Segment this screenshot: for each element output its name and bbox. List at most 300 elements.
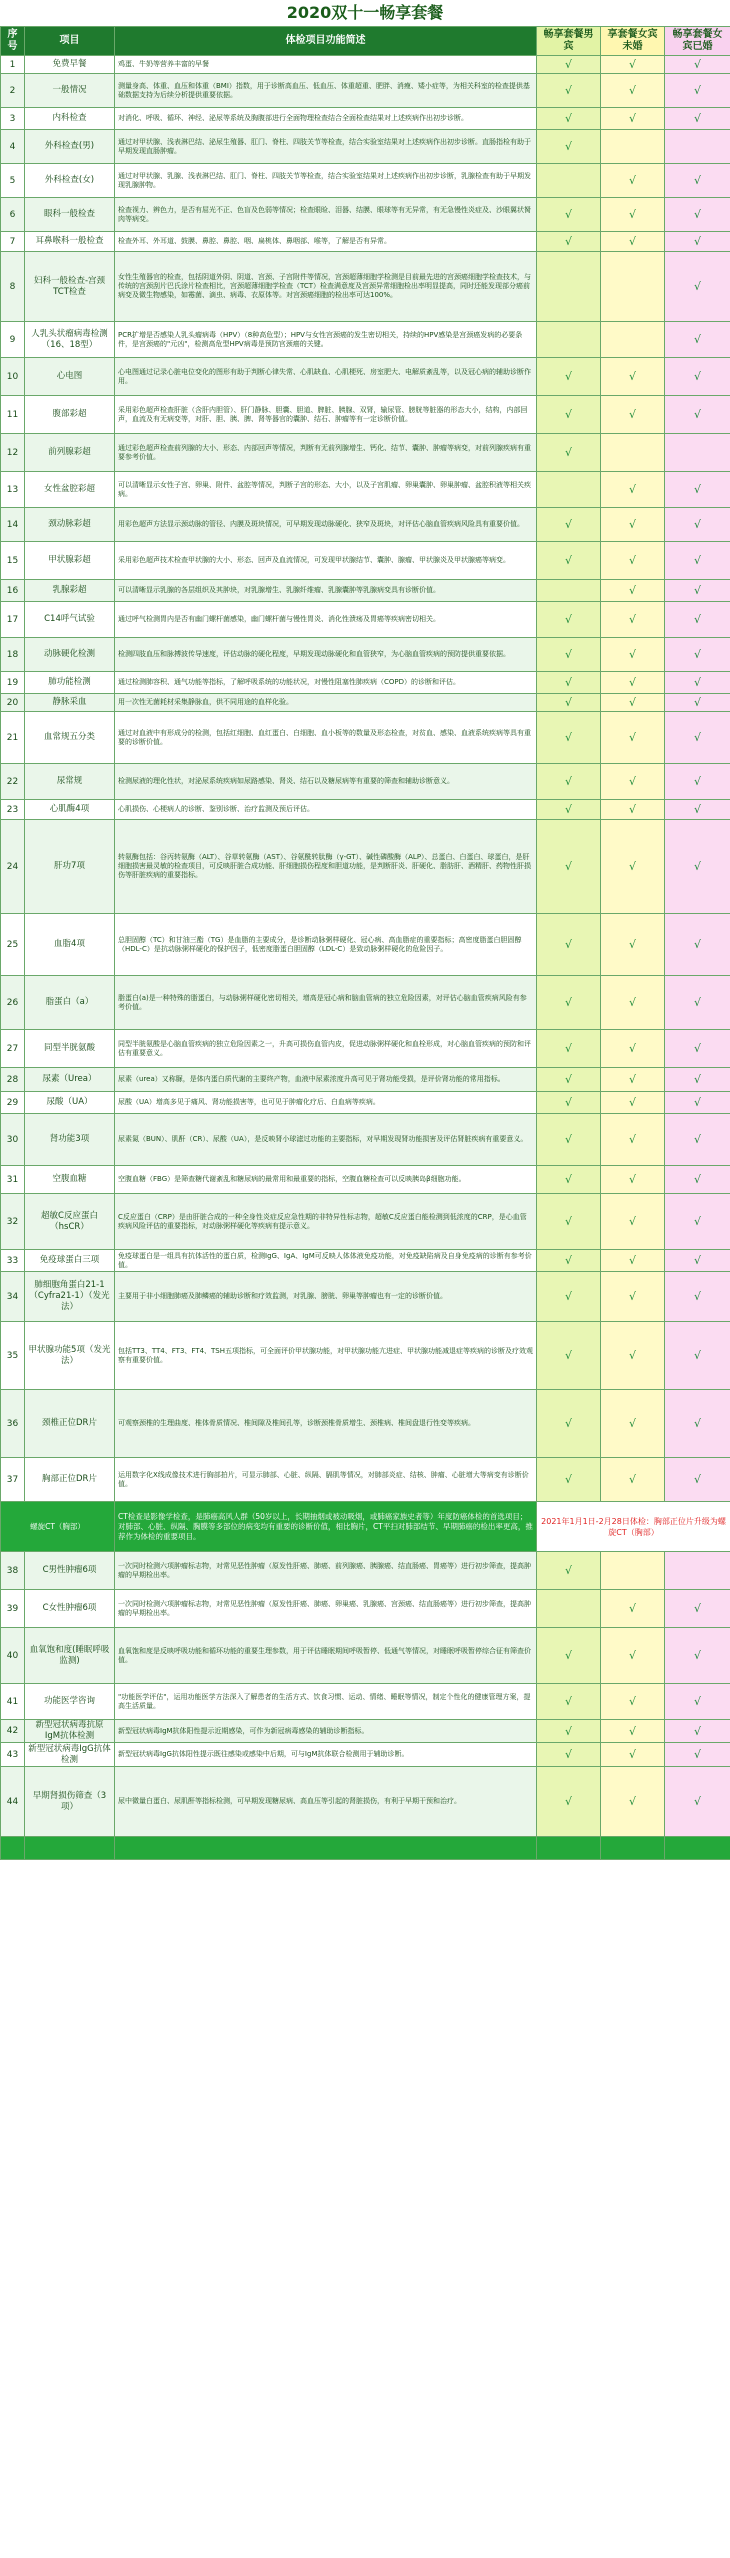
- row-description: C反应蛋白（CRP）是由肝脏合成的一种全身性炎症反应急性期的非特异性标志物，超敏C反应蛋白能检测到低浓度的CRP，是心血管疾病风险评估的重要指标，对动脉粥样硬化等疾病有提示意义。: [115, 1194, 537, 1250]
- row-female-unmarried-mark: √: [601, 1684, 665, 1720]
- header-index: 序号: [1, 27, 25, 56]
- row-male-mark: √: [537, 1272, 601, 1322]
- row-male-mark: √: [537, 1743, 601, 1767]
- row-item: C14呼气试验: [25, 602, 115, 638]
- row-female-married-mark: √: [665, 198, 730, 232]
- row-male-mark: √: [537, 1322, 601, 1390]
- header-item: 项目: [25, 27, 115, 56]
- row-item: 空腹血糖: [25, 1166, 115, 1194]
- row-female-unmarried-mark: √: [601, 542, 665, 580]
- row-description: 新型冠状病毒IgG抗体阳性提示既往感染或感染中后期，可与IgM抗体联合检测用于辅助诊断。: [115, 1743, 537, 1767]
- page-title: 2020双十一畅享套餐: [0, 0, 730, 26]
- row-description: 通过对血液中有形成分的检测，包括红细胞、血红蛋白、白细胞、血小板等的数量及形态检查，对贫血、感染、血液系统疾病等具有重要的诊断价值。: [115, 712, 537, 764]
- row-description: 用一次性无菌耗材采集静脉血，供不同用途的血样化验。: [115, 694, 537, 712]
- row-male-mark: [537, 580, 601, 602]
- row-female-married-mark: √: [665, 1684, 730, 1720]
- row-description: 女性生殖器官的检查，包括阴道外阴、阴道、宫颈、子宫附件等情况，宫颈超薄细胞学检测是目前最先进的宫颈癌细胞学检查技术，与传统的宫颈刮片巴氏涂片检查相比，宫颈超薄细胞学检查（TCT）检查满意度及宫颈异常细胞检出率明显提高，同时还能发现部分癌前病变及微生物感染，如霉菌、滴虫、病毒、衣原体等。对宫颈癌细胞的检出率可达100%。: [115, 252, 537, 322]
- row-item: 心电图: [25, 358, 115, 396]
- row-description: 测量身高、体重、血压和体重（BMI）指数，用于诊断高血压、低血压、体重超重、肥胖、消瘦、矮小症等，为相关科室的检查提供基础数据支持为后续分析提供重要依据。: [115, 74, 537, 108]
- row-female-married-mark: [665, 130, 730, 164]
- table-row: [1, 1068, 730, 1092]
- row-description: 检查外耳、外耳道、鼓膜、鼻腔、鼻腔、咽、扁桃体、鼻咽部、喉等，了解是否有异常。: [115, 232, 537, 252]
- row-item: 脂蛋白（a）: [25, 976, 115, 1030]
- row-index: 40: [1, 1628, 25, 1684]
- promo-description: CT检查是影像学检查，是肺癌高风人群（50岁以上，长期抽烟或被动吸烟，或肺癌家族史者等）年度防癌体检的首选项目；对肺部、心脏、纵隔、胸膜等多部位的病变均有重要的诊断价值，相比胸片，CT平扫对肺部结节、早期肺癌的检出率更高，推荐作为体检的重要项目。: [115, 1502, 537, 1552]
- table-row: [1, 764, 730, 800]
- row-female-married-mark: √: [665, 164, 730, 198]
- row-index: 26: [1, 976, 25, 1030]
- row-female-married-mark: √: [665, 322, 730, 358]
- row-index: 4: [1, 130, 25, 164]
- row-description: 检测四肢血压和脉搏波传导速度，评估动脉的硬化程度，早期发现动脉硬化和血管狭窄，为心脑血管疾病的预防提供重要依据。: [115, 638, 537, 672]
- row-female-unmarried-mark: √: [601, 1628, 665, 1684]
- row-male-mark: √: [537, 694, 601, 712]
- row-female-unmarried-mark: √: [601, 1250, 665, 1272]
- row-index: 36: [1, 1390, 25, 1458]
- row-female-unmarried-mark: √: [601, 1720, 665, 1743]
- row-index: 10: [1, 358, 25, 396]
- row-index: 15: [1, 542, 25, 580]
- row-item: 肺功能检测: [25, 672, 115, 694]
- row-index: 7: [1, 232, 25, 252]
- row-male-mark: √: [537, 638, 601, 672]
- row-description: 血氧饱和度是反映呼吸功能和循环功能的重要生理参数，用于评估睡眠期间呼吸暂停、低通气等情况，对睡眠呼吸暂停综合征有筛查价值。: [115, 1628, 537, 1684]
- row-index: 8: [1, 252, 25, 322]
- row-index: 22: [1, 764, 25, 800]
- row-item: 尿素（Urea）: [25, 1068, 115, 1092]
- row-female-unmarried-mark: √: [601, 164, 665, 198]
- table-row: [1, 976, 730, 1030]
- row-description: 空腹血糖（FBG）是筛查糖代谢紊乱和糖尿病的最常用和最重要的指标，空腹血糖检查可以反映胰岛β细胞功能。: [115, 1166, 537, 1194]
- row-female-married-mark: √: [665, 672, 730, 694]
- row-female-married-mark: √: [665, 712, 730, 764]
- row-male-mark: √: [537, 1194, 601, 1250]
- row-female-unmarried-mark: √: [601, 232, 665, 252]
- row-item: 免疫球蛋白三项: [25, 1250, 115, 1272]
- package-table: [0, 26, 730, 1860]
- row-female-married-mark: √: [665, 1743, 730, 1767]
- row-female-unmarried-mark: √: [601, 1166, 665, 1194]
- row-male-mark: √: [537, 976, 601, 1030]
- row-description: 对消化、呼吸、循环、神经、泌尿等系统及胸腹部进行全面物理检查结合全面检查结果对上述疾病作出初步诊断。: [115, 108, 537, 130]
- row-item: C女性肿瘤6项: [25, 1590, 115, 1628]
- row-female-unmarried-mark: [601, 1552, 665, 1590]
- promo-row: [1, 1502, 730, 1552]
- table-row: [1, 712, 730, 764]
- row-female-unmarried-mark: [601, 130, 665, 164]
- row-item: 眼科一般检查: [25, 198, 115, 232]
- row-female-married-mark: √: [665, 508, 730, 542]
- row-female-married-mark: √: [665, 580, 730, 602]
- row-item: C男性肿瘤6项: [25, 1552, 115, 1590]
- row-female-married-mark: √: [665, 694, 730, 712]
- table-row: [1, 434, 730, 472]
- row-item: 腹部彩超: [25, 396, 115, 434]
- row-item: 颈椎正位DR片: [25, 1390, 115, 1458]
- row-index: 19: [1, 672, 25, 694]
- row-female-unmarried-mark: √: [601, 1114, 665, 1166]
- row-male-mark: [537, 164, 601, 198]
- table-row: [1, 672, 730, 694]
- table-row: [1, 232, 730, 252]
- row-male-mark: √: [537, 1767, 601, 1837]
- row-male-mark: √: [537, 820, 601, 914]
- row-male-mark: √: [537, 198, 601, 232]
- row-female-unmarried-mark: √: [601, 602, 665, 638]
- row-male-mark: √: [537, 1552, 601, 1590]
- row-female-married-mark: √: [665, 638, 730, 672]
- table-row: [1, 472, 730, 508]
- row-female-married-mark: √: [665, 472, 730, 508]
- row-male-mark: √: [537, 1390, 601, 1458]
- row-description: 心电图通过记录心脏电位变化的图形有助于判断心律失常、心肌缺血、心肌梗死、房室肥大、电解质紊乱等，以及冠心病的辅助诊断作用。: [115, 358, 537, 396]
- row-index: 17: [1, 602, 25, 638]
- row-male-mark: √: [537, 1458, 601, 1502]
- row-item: 新型冠状病毒抗原IgM抗体检测: [25, 1720, 115, 1743]
- row-female-married-mark: [665, 434, 730, 472]
- row-description: 鸡蛋、牛奶等营养丰富的早餐: [115, 56, 537, 74]
- row-male-mark: √: [537, 434, 601, 472]
- row-female-unmarried-mark: √: [601, 712, 665, 764]
- row-male-mark: [537, 472, 601, 508]
- row-index: 29: [1, 1092, 25, 1114]
- row-female-unmarried-mark: √: [601, 56, 665, 74]
- row-index: 12: [1, 434, 25, 472]
- table-row: [1, 252, 730, 322]
- row-index: 34: [1, 1272, 25, 1322]
- row-item: 人乳头状瘤病毒检测（16、18型）: [25, 322, 115, 358]
- row-description: 主要用于非小细胞肺癌及肺鳞癌的辅助诊断和疗效监测，对乳腺、膀胱、卵巢等肿瘤也有一定的诊断价值。: [115, 1272, 537, 1322]
- table-row: [1, 108, 730, 130]
- row-female-unmarried-mark: √: [601, 1272, 665, 1322]
- row-description: 检查视力、辨色力，是否有屈光不正、色盲及色弱等情况；检查眼睑、泪器、结膜、眼球等有无异常，有无急慢性炎症及、沙眼翼状胬肉等病变。: [115, 198, 537, 232]
- row-female-unmarried-mark: [601, 434, 665, 472]
- row-male-mark: √: [537, 1250, 601, 1272]
- table-row: [1, 694, 730, 712]
- row-description: 心肌损伤、心梗病人的诊断、鉴别诊断、治疗监测及预后评估。: [115, 800, 537, 820]
- table-row: [1, 1458, 730, 1502]
- row-male-mark: √: [537, 508, 601, 542]
- row-index: 2: [1, 74, 25, 108]
- row-female-unmarried-mark: √: [601, 1068, 665, 1092]
- row-index: 9: [1, 322, 25, 358]
- row-male-mark: [537, 1590, 601, 1628]
- row-item: 尿酸（UA）: [25, 1092, 115, 1114]
- table-row: [1, 820, 730, 914]
- row-item: 肾功能3项: [25, 1114, 115, 1166]
- row-index: 37: [1, 1458, 25, 1502]
- row-female-unmarried-mark: √: [601, 1092, 665, 1114]
- row-item: 血常规五分类: [25, 712, 115, 764]
- row-female-unmarried-mark: √: [601, 764, 665, 800]
- row-female-unmarried-mark: [601, 252, 665, 322]
- row-description: 尿酸（UA）增高多见于痛风、肾功能损害等，也可见于肿瘤化疗后、白血病等疾病。: [115, 1092, 537, 1114]
- row-female-unmarried-mark: √: [601, 820, 665, 914]
- promo-note: 2021年1月1日-2月28日体检：胸部正位片升级为螺旋CT（胸部）: [537, 1502, 730, 1552]
- row-female-unmarried-mark: √: [601, 1390, 665, 1458]
- row-male-mark: √: [537, 396, 601, 434]
- table-row: [1, 1684, 730, 1720]
- row-index: 27: [1, 1030, 25, 1068]
- row-description: 可以清晰显示女性子宫、卵巢、附件、盆腔等情况，判断子宫的形态、大小，以及子宫肌瘤、卵巢囊肿、卵巢肿瘤、盆腔积液等相关疾病。: [115, 472, 537, 508]
- row-description: 运用数字化X线成像技术进行胸部拍片，可显示肺部、心脏、纵隔、膈肌等情况，对肺部炎症、结核、肿瘤、心脏增大等病变有诊断价值。: [115, 1458, 537, 1502]
- row-female-unmarried-mark: [601, 322, 665, 358]
- row-female-unmarried-mark: √: [601, 396, 665, 434]
- row-female-married-mark: √: [665, 252, 730, 322]
- row-item: 肝功7项: [25, 820, 115, 914]
- table-row: [1, 914, 730, 976]
- table-row: [1, 396, 730, 434]
- row-female-married-mark: √: [665, 56, 730, 74]
- row-male-mark: √: [537, 672, 601, 694]
- header-description: 体检项目功能简述: [115, 27, 537, 56]
- row-item: 颈动脉彩超: [25, 508, 115, 542]
- row-female-unmarried-mark: √: [601, 1458, 665, 1502]
- row-description: 一次同时检测六项肿瘤标志物，对常见恶性肿瘤（原发性肝癌、肺癌、前列腺癌、胰腺癌、结直肠癌、胃癌等）进行初步筛查，提高肿瘤的早期检出率。: [115, 1552, 537, 1590]
- row-female-married-mark: √: [665, 74, 730, 108]
- row-male-mark: √: [537, 130, 601, 164]
- row-female-married-mark: √: [665, 1720, 730, 1743]
- row-index: 42: [1, 1720, 25, 1743]
- row-female-married-mark: √: [665, 1767, 730, 1837]
- row-female-married-mark: √: [665, 1114, 730, 1166]
- row-description: 通过呼气检测胃内是否有幽门螺杆菌感染，幽门螺杆菌与慢性胃炎、消化性溃疡及胃癌等疾病密切相关。: [115, 602, 537, 638]
- row-male-mark: √: [537, 358, 601, 396]
- row-female-unmarried-mark: √: [601, 800, 665, 820]
- row-female-married-mark: √: [665, 914, 730, 976]
- row-index: 11: [1, 396, 25, 434]
- row-index: 3: [1, 108, 25, 130]
- row-description: 新型冠状病毒IgM抗体阳性提示近期感染，可作为新冠病毒感染的辅助诊断指标。: [115, 1720, 537, 1743]
- row-male-mark: [537, 252, 601, 322]
- table-row: [1, 638, 730, 672]
- row-item: 静脉采血: [25, 694, 115, 712]
- row-index: 44: [1, 1767, 25, 1837]
- table-row: [1, 74, 730, 108]
- row-male-mark: √: [537, 764, 601, 800]
- row-female-unmarried-mark: √: [601, 976, 665, 1030]
- table-footer-row: [1, 1837, 730, 1860]
- row-female-married-mark: √: [665, 1068, 730, 1092]
- row-item: 免费早餐: [25, 56, 115, 74]
- row-item: 甲状腺彩超: [25, 542, 115, 580]
- row-description: 尿素（urea）又称脲，是体内蛋白质代谢的主要终产物，血液中尿素浓度升高可见于肾功能受损，是评价肾功能的常用指标。: [115, 1068, 537, 1092]
- row-description: 总胆固醇（TC）和甘油三酯（TG）是血脂的主要成分，是诊断动脉粥样硬化、冠心病、高血脂症的重要指标；高密度脂蛋白胆固醇（HDL-C）是抗动脉粥样硬化的保护因子，低密度脂蛋白胆固醇（LDL-C）是致动脉粥样硬化的危险因子。: [115, 914, 537, 976]
- row-female-married-mark: √: [665, 1250, 730, 1272]
- row-female-unmarried-mark: √: [601, 1767, 665, 1837]
- row-female-married-mark: √: [665, 602, 730, 638]
- row-item: 耳鼻喉科一般检查: [25, 232, 115, 252]
- table-row: [1, 1166, 730, 1194]
- row-female-married-mark: √: [665, 1166, 730, 1194]
- row-description: 可以清晰显示乳腺的各层组织及其肿块，对乳腺增生、乳腺纤维瘤、乳腺囊肿等乳腺病变具有诊断价值。: [115, 580, 537, 602]
- row-index: 1: [1, 56, 25, 74]
- row-female-married-mark: √: [665, 976, 730, 1030]
- table-row: [1, 1322, 730, 1390]
- table-row: [1, 1114, 730, 1166]
- table-row: [1, 1272, 730, 1322]
- row-item: 甲状腺功能5项（发光法）: [25, 1322, 115, 1390]
- row-female-married-mark: √: [665, 1322, 730, 1390]
- table-row: [1, 542, 730, 580]
- row-item: 超敏C反应蛋白（hsCR）: [25, 1194, 115, 1250]
- row-female-married-mark: √: [665, 800, 730, 820]
- row-item: 外科检查(男): [25, 130, 115, 164]
- row-item: 肺细胞角蛋白21-1（Cyfra21-1）（发光法）: [25, 1272, 115, 1322]
- row-description: 脂蛋白(a)是一种特殊的脂蛋白，与动脉粥样硬化密切相关，增高是冠心病和脑血管病的独立危险因素，对评估心脑血管疾病风险有参考价值。: [115, 976, 537, 1030]
- row-male-mark: √: [537, 712, 601, 764]
- row-description: 通过对甲状腺、浅表淋巴结、泌尿生殖器、肛门、脊柱、四肢关节等检查，结合实验室结果对上述疾病作出初步诊断。直肠指检有助于早期发现直肠肿瘤。: [115, 130, 537, 164]
- row-item: 早期肾损伤筛查（3项）: [25, 1767, 115, 1837]
- row-female-unmarried-mark: √: [601, 1030, 665, 1068]
- row-index: 5: [1, 164, 25, 198]
- row-description: 用彩色超声方法显示颈动脉的管径、内膜及斑块情况，可早期发现动脉硬化、狭窄及斑块，对评估心脑血管疾病风险具有重要价值。: [115, 508, 537, 542]
- table-row: [1, 1590, 730, 1628]
- row-index: 35: [1, 1322, 25, 1390]
- row-index: 32: [1, 1194, 25, 1250]
- row-female-married-mark: √: [665, 1194, 730, 1250]
- table-row: [1, 1743, 730, 1767]
- row-description: 转氨酶包括：谷丙转氨酶（ALT）、谷草转氨酶（AST）、谷氨酰转肽酶（γ-GT）、碱性磷酸酶（ALP）、总蛋白、白蛋白、球蛋白，是肝细胞损害最灵敏的检查项目，可反映肝脏合成功能、肝细胞损伤程度和胆道功能，是判断肝炎、肝硬化、脂肪肝、酒精肝、药物性肝损伤等肝脏疾病的重要指标。: [115, 820, 537, 914]
- row-male-mark: √: [537, 56, 601, 74]
- row-female-married-mark: √: [665, 108, 730, 130]
- row-item: 功能医学咨询: [25, 1684, 115, 1720]
- row-female-unmarried-mark: √: [601, 198, 665, 232]
- row-female-married-mark: √: [665, 232, 730, 252]
- row-item: 动脉硬化检测: [25, 638, 115, 672]
- row-item: 血氧饱和度(睡眠呼吸监测): [25, 1628, 115, 1684]
- row-item: 尿常规: [25, 764, 115, 800]
- row-index: 39: [1, 1590, 25, 1628]
- row-male-mark: √: [537, 914, 601, 976]
- row-index: 23: [1, 800, 25, 820]
- row-female-unmarried-mark: √: [601, 74, 665, 108]
- row-female-married-mark: √: [665, 358, 730, 396]
- row-item: 心肌酶4项: [25, 800, 115, 820]
- row-female-married-mark: √: [665, 820, 730, 914]
- table-row: [1, 1250, 730, 1272]
- row-female-married-mark: [665, 1552, 730, 1590]
- row-female-unmarried-mark: √: [601, 1590, 665, 1628]
- table-row: [1, 602, 730, 638]
- row-description: 采用彩色超声检查肝脏（含肝内胆管）、肝门静脉、胆囊、胆道、脾脏、胰腺、双肾，输尿管、膀胱等脏器的形态大小，结构，内部回声，血流及有无病变等，对肝、胆、胰、脾、肾等器官的囊肿、结石、肿瘤等有一定诊断价值。: [115, 396, 537, 434]
- table-row: [1, 1194, 730, 1250]
- row-male-mark: √: [537, 1030, 601, 1068]
- row-index: 28: [1, 1068, 25, 1092]
- row-male-mark: √: [537, 542, 601, 580]
- row-index: 24: [1, 820, 25, 914]
- row-male-mark: √: [537, 232, 601, 252]
- table-row: [1, 1552, 730, 1590]
- row-item: 血脂4项: [25, 914, 115, 976]
- row-index: 14: [1, 508, 25, 542]
- row-female-unmarried-mark: √: [601, 694, 665, 712]
- row-female-married-mark: √: [665, 396, 730, 434]
- table-row: [1, 1628, 730, 1684]
- row-item: 外科检查(女): [25, 164, 115, 198]
- row-index: 18: [1, 638, 25, 672]
- row-female-unmarried-mark: √: [601, 1194, 665, 1250]
- row-item: 妇科一般检查-宫颈TCT检查: [25, 252, 115, 322]
- row-male-mark: √: [537, 800, 601, 820]
- row-description: 一次同时检测六项肿瘤标志物，对常见恶性肿瘤（原发性肝癌、肺癌、卵巢癌、乳腺癌、宫颈癌、结直肠癌等）进行初步筛查，提高肿瘤的早期检出率。: [115, 1590, 537, 1628]
- promo-item: 螺旋CT（胸部）: [1, 1502, 115, 1552]
- row-female-married-mark: √: [665, 1590, 730, 1628]
- row-male-mark: √: [537, 1684, 601, 1720]
- row-item: 前列腺彩超: [25, 434, 115, 472]
- row-female-married-mark: √: [665, 1092, 730, 1114]
- row-male-mark: √: [537, 108, 601, 130]
- row-female-unmarried-mark: √: [601, 580, 665, 602]
- table-row: [1, 800, 730, 820]
- row-male-mark: √: [537, 1068, 601, 1092]
- row-description: 尿中微量白蛋白、尿肌酐等指标检测，可早期发现糖尿病、高血压等引起的肾脏损伤，有利于早期干预和治疗。: [115, 1767, 537, 1837]
- row-item: 乳腺彩超: [25, 580, 115, 602]
- row-index: 31: [1, 1166, 25, 1194]
- row-index: 43: [1, 1743, 25, 1767]
- table-row: [1, 56, 730, 74]
- row-description: PCR扩增是否感染人乳头瘤病毒（HPV）（8种高危型）；HPV与女性宫颈癌的发生密切相关，持续的HPV感染是宫颈癌发病的必要条件，是宫颈癌的"元凶"，检测高危型HPV病毒是预防宫颈癌的关键。: [115, 322, 537, 358]
- row-index: 13: [1, 472, 25, 508]
- row-item: 内科检查: [25, 108, 115, 130]
- row-index: 6: [1, 198, 25, 232]
- row-female-married-mark: √: [665, 1272, 730, 1322]
- row-male-mark: √: [537, 74, 601, 108]
- row-female-married-mark: √: [665, 764, 730, 800]
- table-row: [1, 164, 730, 198]
- row-description: 包括TT3、TT4、FT3、FT4、TSH五项指标，可全面评价甲状腺功能，对甲状腺功能亢进症、甲状腺功能减退症等疾病的诊断及疗效观察有重要价值。: [115, 1322, 537, 1390]
- row-description: 检测尿液的理化性状，对泌尿系统疾病如尿路感染、肾炎、结石以及糖尿病等有重要的筛查和辅助诊断意义。: [115, 764, 537, 800]
- row-female-unmarried-mark: √: [601, 1743, 665, 1767]
- table-row: [1, 1767, 730, 1837]
- header-package-female-unmarried: 享套餐女宾未婚: [601, 27, 665, 56]
- row-female-unmarried-mark: √: [601, 1322, 665, 1390]
- header-package-male: 畅享套餐男宾: [537, 27, 601, 56]
- row-female-unmarried-mark: √: [601, 638, 665, 672]
- row-male-mark: [537, 322, 601, 358]
- row-item: 同型半胱氨酸: [25, 1030, 115, 1068]
- row-description: 通过对甲状腺、乳腺、浅表淋巴结、肛门、脊柱、四肢关节等检查，结合实验室结果对上述疾病作出初步诊断，乳腺检查有助于早期发现乳腺肿物。: [115, 164, 537, 198]
- row-index: 20: [1, 694, 25, 712]
- row-male-mark: √: [537, 1720, 601, 1743]
- table-row: [1, 198, 730, 232]
- row-item: 一般情况: [25, 74, 115, 108]
- row-female-married-mark: √: [665, 1030, 730, 1068]
- row-male-mark: √: [537, 1092, 601, 1114]
- header-package-female-married: 畅享套餐女宾已婚: [665, 27, 730, 56]
- row-index: 25: [1, 914, 25, 976]
- table-row: [1, 130, 730, 164]
- row-female-married-mark: √: [665, 542, 730, 580]
- row-description: 通过彩色超声检查前列腺的大小、形态、内部回声等情况，判断有无前列腺增生、钙化、结节、囊肿、肿瘤等病变，对前列腺疾病有重要参考价值。: [115, 434, 537, 472]
- table-row: [1, 580, 730, 602]
- row-description: 可观察颈椎的生理曲度、椎体骨质情况、椎间隙及椎间孔等，诊断颈椎骨质增生、颈椎病、椎间盘退行性变等疾病。: [115, 1390, 537, 1458]
- row-index: 16: [1, 580, 25, 602]
- table-header-row: [1, 27, 730, 56]
- row-male-mark: √: [537, 1114, 601, 1166]
- row-female-unmarried-mark: √: [601, 914, 665, 976]
- table-row: [1, 1720, 730, 1743]
- row-male-mark: √: [537, 602, 601, 638]
- row-index: 30: [1, 1114, 25, 1166]
- row-male-mark: √: [537, 1628, 601, 1684]
- row-item: 胸部正位DR片: [25, 1458, 115, 1502]
- table-row: [1, 1030, 730, 1068]
- table-row: [1, 358, 730, 396]
- row-male-mark: √: [537, 1166, 601, 1194]
- table-row: [1, 1092, 730, 1114]
- row-item: 女性盆腔彩超: [25, 472, 115, 508]
